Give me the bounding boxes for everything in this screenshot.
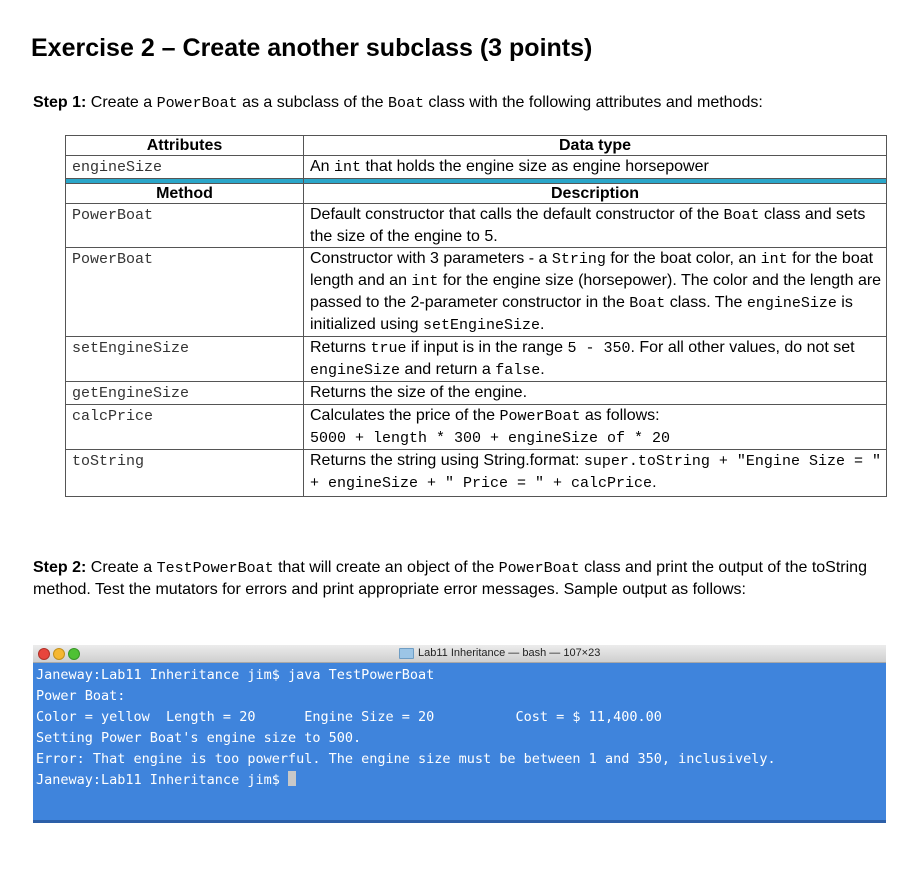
- method-name: calcPrice: [66, 405, 304, 450]
- text-part: for the engine size (horsepower). The color and the length are passed to the 2-parameter constructor in the: [310, 272, 882, 311]
- step1-text-part: Create a: [86, 94, 157, 111]
- step2-text-part: Create a: [86, 559, 157, 576]
- terminal-title: [399, 647, 600, 659]
- table-row: [66, 382, 887, 405]
- method-description: [304, 204, 887, 248]
- method-description: [304, 248, 887, 337]
- code-int: int: [334, 159, 362, 176]
- step2-text: [33, 557, 883, 600]
- terminal-title-text: Lab11 Inheritance — bash — 107×23: [418, 647, 601, 659]
- minimize-button[interactable]: [53, 648, 65, 660]
- text-part: for the boat color, an: [605, 250, 761, 267]
- code-text: PowerBoat: [499, 408, 581, 425]
- code-text: false: [495, 362, 541, 379]
- text-part: that holds the engine size as engine horsepower: [361, 158, 709, 175]
- terminal-line: Power Boat:: [36, 688, 126, 704]
- terminal-titlebar[interactable]: [33, 645, 886, 663]
- step1-text-part: class with the following attributes and methods:: [423, 94, 763, 111]
- text-part: class and sets the size of the engine to 5.: [310, 206, 866, 245]
- terminal-line: Color = yellow Length = 20 Engine Size = 20 Cost = $ 11,400.00: [36, 709, 662, 725]
- code-formula: 5000 + length * 300 + engineSize of * 20: [310, 430, 671, 447]
- attribute-type: [304, 156, 887, 179]
- terminal-prompt: Janeway:Lab11 Inheritance jim$: [36, 772, 288, 788]
- text-part: Default constructor that calls the default constructor of the: [310, 206, 724, 223]
- text-part: An: [310, 158, 335, 175]
- text-part: Constructor with 3 parameters - a: [310, 250, 552, 267]
- attribute-name: engineSize: [66, 156, 304, 179]
- terminal-prompt-line: [36, 770, 886, 791]
- step2-label: Step 2:: [33, 559, 87, 576]
- table-row: [66, 337, 887, 382]
- attributes-header-row: [66, 136, 887, 156]
- step2-text-part: that will create an object of the: [273, 559, 499, 576]
- table-row: [66, 204, 887, 248]
- maximize-button[interactable]: [68, 648, 80, 660]
- text-part: Returns: [310, 339, 371, 356]
- code-text: engineSize: [746, 295, 837, 312]
- terminal-line: Setting Power Boat's engine size to 500.: [36, 730, 362, 746]
- terminal-window: [33, 645, 886, 823]
- method-name: PowerBoat: [66, 204, 304, 248]
- code-text: true: [370, 340, 407, 357]
- method-description: [304, 337, 887, 382]
- terminal-cursor: [288, 771, 296, 786]
- step2-text-part: class and print the output of the toString method. Test the mutators for errors and print appropriate error messages. Sample output as follows:: [33, 559, 867, 598]
- code-text: int: [760, 251, 788, 268]
- code-text: int: [411, 273, 439, 290]
- terminal-output[interactable]: [33, 663, 886, 791]
- method-name: getEngineSize: [66, 382, 304, 405]
- text-part: is initialized using: [310, 294, 853, 333]
- text-part: if input is in the range: [406, 339, 568, 356]
- code-text: Boat: [629, 295, 666, 312]
- text-part: as follows:: [580, 407, 660, 424]
- table-row: [66, 248, 887, 337]
- method-name: toString: [66, 450, 304, 497]
- text-part: .: [539, 316, 545, 333]
- terminal-bottom-border: [33, 820, 886, 823]
- method-header: Method: [66, 184, 304, 204]
- step1-text-part: as a subclass of the: [237, 94, 388, 111]
- description-header: Description: [304, 184, 887, 204]
- step1-code-boat: Boat: [387, 95, 424, 112]
- code-text: super.toString + "Engine Size = " + engineSize + " Price = " + calcPrice: [310, 453, 881, 492]
- step2-code-testpowerboat: TestPowerBoat: [156, 560, 274, 577]
- method-name: PowerBoat: [66, 248, 304, 337]
- close-button[interactable]: [38, 648, 50, 660]
- terminal-line: Janeway:Lab11 Inheritance jim$ java TestPowerBoat: [36, 667, 435, 683]
- exercise-title: Exercise 2 – Create another subclass (3 points): [31, 34, 593, 62]
- data-type-header: Data type: [304, 136, 887, 156]
- table-row: [66, 450, 887, 497]
- attribute-row: [66, 156, 887, 179]
- code-text: setEngineSize: [422, 317, 540, 334]
- terminal-line: Error: That engine is too powerful. The engine size must be between 1 and 350, inclusively.: [36, 751, 776, 767]
- spec-table: [65, 135, 887, 497]
- text-part: Calculates the price of the: [310, 407, 500, 424]
- text-part: and return a: [400, 361, 496, 378]
- text-part: .: [540, 361, 545, 378]
- code-text: 5 - 350: [567, 340, 631, 357]
- text-part: Returns the string using String.format:: [310, 452, 584, 469]
- step1-code-powerboat: PowerBoat: [156, 95, 238, 112]
- step1-text: [33, 92, 893, 114]
- code-text: engineSize: [310, 362, 401, 379]
- attributes-header: Attributes: [66, 136, 304, 156]
- code-text: Boat: [723, 207, 760, 224]
- folder-icon: [399, 648, 414, 659]
- code-text: String: [551, 251, 606, 268]
- method-header-row: [66, 184, 887, 204]
- table-row: [66, 405, 887, 450]
- text-part: class. The: [665, 294, 747, 311]
- method-description: Returns the size of the engine.: [304, 382, 887, 405]
- step2-code-powerboat: PowerBoat: [498, 560, 580, 577]
- method-description: [304, 405, 887, 450]
- method-description: [304, 450, 887, 497]
- method-name: setEngineSize: [66, 337, 304, 382]
- text-part: for the boat length and an: [310, 250, 874, 289]
- text-part: . For all other values, do not set: [630, 339, 855, 356]
- step1-label: Step 1:: [33, 94, 87, 111]
- text-part: .: [652, 474, 657, 491]
